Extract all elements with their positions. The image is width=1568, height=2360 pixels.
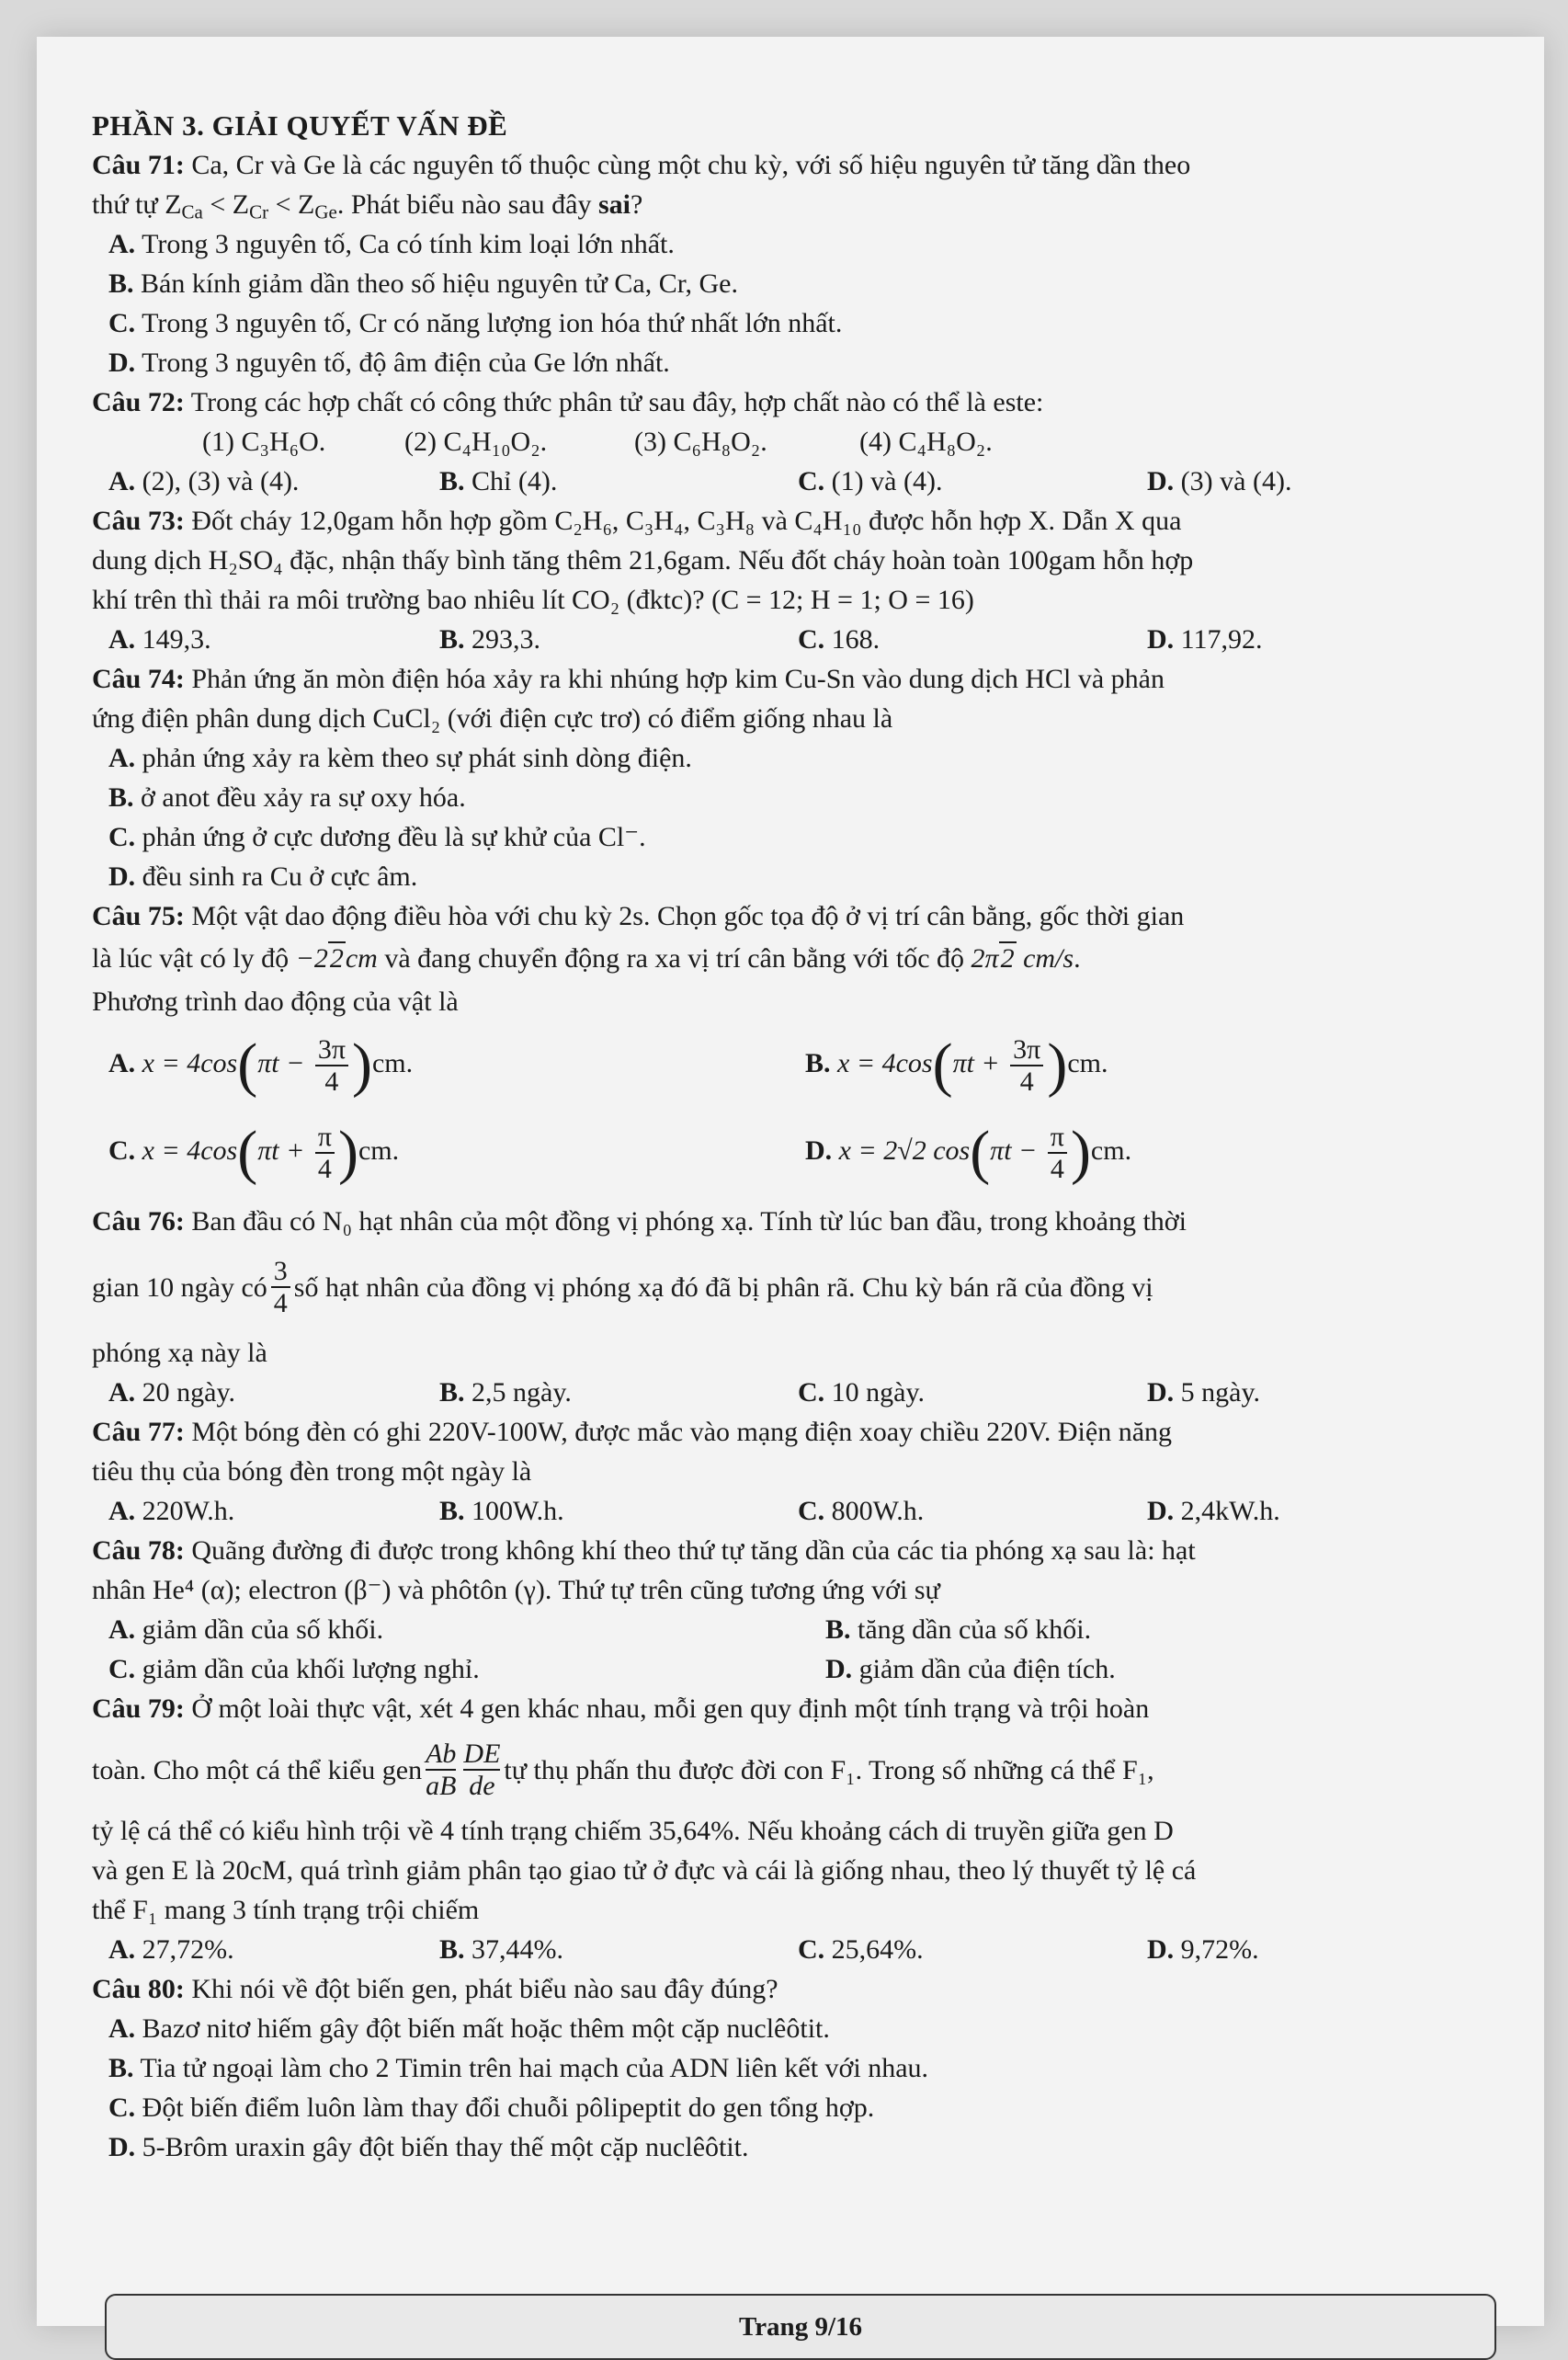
question-79-line5: thể F₁ mang 3 tính trạng trội chiếm	[92, 1895, 480, 1925]
equation-lhs: x = 4cos	[837, 1047, 933, 1078]
unit: cm.	[1067, 1047, 1108, 1078]
paren: )	[351, 1031, 372, 1099]
option-key: B.	[805, 1047, 831, 1078]
question-74	[92, 659, 1517, 699]
question-label: Câu 77:	[92, 1417, 185, 1447]
option-text: 5 ngày.	[1174, 1377, 1261, 1408]
option-a	[92, 1491, 439, 1531]
paren: )	[1070, 1118, 1091, 1186]
option-text: giảm dần của số khối.	[135, 1614, 384, 1645]
emphasis: sai	[597, 189, 631, 220]
question-77-line2: tiêu thụ của bóng đèn trong một ngày là	[92, 1456, 532, 1487]
option-b	[439, 620, 798, 659]
option-d	[1147, 462, 1291, 501]
question-73	[92, 501, 1517, 541]
equation-inner: πt +	[257, 1134, 312, 1166]
option-b	[805, 1031, 1108, 1099]
paren: (	[237, 1118, 258, 1186]
subscript: Ge	[314, 200, 337, 223]
option-key: D.	[1147, 1377, 1175, 1408]
question-72	[92, 382, 1517, 422]
question-text: Ở một loài thực vật, xét 4 gen khác nhau, mỗi gen quy định một tính trạng và trội hoàn	[184, 1693, 1150, 1724]
option-text: (2), (3) và (4).	[135, 466, 300, 496]
text: ?	[630, 189, 643, 220]
text: thứ tự Z	[92, 189, 182, 220]
option-text: Bán kính giảm dần theo số hiệu nguyên tử Ca, Cr, Ge.	[133, 268, 738, 299]
options-row	[92, 1930, 1517, 1969]
option-key: C.	[108, 308, 136, 338]
option-key: A.	[108, 1496, 136, 1526]
fraction	[271, 1256, 290, 1318]
option-text: (3) và (4).	[1174, 466, 1292, 496]
option-b	[92, 778, 1517, 817]
option-key: C.	[108, 1654, 136, 1684]
option-key: C.	[108, 822, 136, 852]
question-79-line3: tỷ lệ cá thể có kiểu hình trội về 4 tính trạng chiếm 35,64%. Nếu khoảng cách di truyền giữa gen D	[92, 1816, 1174, 1846]
option-key: C.	[108, 2092, 136, 2123]
option-text: 2,5 ngày.	[464, 1377, 572, 1408]
option-a	[92, 1610, 825, 1649]
option-d	[1147, 620, 1263, 659]
fraction-den: 4	[317, 1153, 332, 1184]
option-key: B.	[439, 1934, 465, 1965]
paren: (	[237, 1031, 258, 1099]
option-key: C.	[798, 1934, 825, 1965]
question-71-line2	[92, 185, 1517, 224]
genotype-bottom: aB	[426, 1771, 457, 1801]
question-text: Quãng đường đi được trong không khí theo thứ tự tăng dần của các tia phóng xạ sau là: hạt	[184, 1535, 1196, 1566]
option-c	[798, 620, 1147, 659]
question-text: Ban đầu có N₀ hạt nhân của một đồng vị phóng xạ. Tính từ lúc ban đầu, trong khoảng thời	[184, 1206, 1187, 1237]
option-key: A.	[108, 1934, 136, 1965]
option-text: 293,3.	[464, 624, 541, 655]
unit: cm.	[1090, 1134, 1132, 1166]
question-text: Phản ứng ăn mòn điện hóa xảy ra khi nhúng hợp kim Cu-Sn vào dung dịch HCl và phản	[184, 664, 1165, 694]
question-79-line4: và gen E là 20cM, quá trình giảm phân tạo giao tử ở đực và cái là giống nhau, theo lý thuyết tỷ lệ cá	[92, 1855, 1197, 1886]
option-text: Đột biến điểm luôn làm thay đổi chuỗi pôlipeptit do gen tổng hợp.	[135, 2092, 875, 2123]
genotype-top: Ab	[426, 1739, 457, 1769]
equation-inner: πt +	[952, 1047, 1007, 1078]
page-number: Trang 9/16	[739, 2311, 862, 2342]
option-c	[92, 1649, 825, 1689]
option-text: 25,64%.	[824, 1934, 924, 1965]
unit: cm.	[358, 1134, 400, 1166]
option-text: đều sinh ra Cu ở cực âm.	[135, 861, 418, 892]
question-75-line3: Phương trình dao động của vật là	[92, 986, 459, 1017]
option-text: Trong 3 nguyên tố, Cr có năng lượng ion hóa thứ nhất lớn nhất.	[135, 308, 843, 338]
option-a	[92, 224, 1517, 264]
fraction	[315, 1034, 348, 1097]
question-73-line2: dung dịch H₂SO₄ đặc, nhận thấy bình tăng thêm 21,6gam. Nếu đốt cháy hoàn toàn 100gam hỗn hợp	[92, 545, 1194, 576]
option-d	[1147, 1373, 1260, 1412]
option-c	[798, 1491, 1147, 1531]
options-row	[92, 620, 1517, 659]
option-key: C.	[798, 466, 825, 496]
equation-inner: πt −	[990, 1134, 1044, 1166]
option-c	[92, 817, 1517, 857]
fraction-den: 4	[273, 1288, 288, 1318]
option-key: C.	[798, 1377, 825, 1408]
question-label: Câu 80:	[92, 1974, 185, 2004]
option-b	[92, 264, 1517, 303]
options-row	[92, 1109, 1517, 1196]
option-b	[439, 1491, 798, 1531]
compound-3: (3) C₆H₈O₂.	[634, 427, 767, 457]
question-76-line2	[92, 1241, 1517, 1333]
option-text: 100W.h.	[464, 1496, 564, 1526]
fraction	[315, 1122, 335, 1184]
options-row	[92, 1021, 1517, 1109]
text: < Z	[268, 189, 315, 220]
option-text: 117,92.	[1174, 624, 1263, 655]
options-row	[92, 462, 1517, 501]
genotype-top: DE	[463, 1739, 501, 1769]
option-text: 168.	[824, 624, 881, 655]
paren: (	[970, 1118, 991, 1186]
section-title: PHẦN 3. GIẢI QUYẾT VẤN ĐỀ	[92, 109, 508, 142]
equation-lhs: x = 4cos	[142, 1134, 238, 1166]
equation-lhs: x = 4cos	[142, 1047, 238, 1078]
option-a	[92, 1930, 439, 1969]
text: toàn. Cho một cá thể kiểu gen	[92, 1754, 423, 1785]
question-75	[92, 896, 1517, 936]
fraction-num: π	[315, 1122, 335, 1154]
fraction-num: π	[1048, 1122, 1067, 1154]
option-c	[798, 1373, 1147, 1412]
fraction-num: 3	[271, 1256, 290, 1288]
option-b	[825, 1610, 1091, 1649]
question-label: Câu 72:	[92, 387, 185, 417]
genotype-fraction	[463, 1739, 500, 1801]
speed-expression: 2π2 cm/s	[971, 943, 1074, 974]
text: gian 10 ngày có	[92, 1271, 267, 1303]
option-text: (1) và (4).	[824, 466, 943, 496]
option-key: C.	[798, 1496, 825, 1526]
option-a	[92, 620, 439, 659]
question-label: Câu 71:	[92, 150, 185, 180]
displacement-expression: −22cm	[295, 943, 378, 974]
options-row	[92, 1373, 1517, 1412]
option-text: tăng dần của số khối.	[850, 1614, 1092, 1645]
option-key: B.	[108, 782, 134, 813]
fraction	[1010, 1034, 1043, 1097]
options-row	[92, 1491, 1517, 1531]
option-text: 220W.h.	[135, 1496, 235, 1526]
text: . Phát biểu nào sau đây	[336, 189, 598, 220]
option-key: D.	[825, 1654, 853, 1684]
option-key: D.	[1147, 1496, 1175, 1526]
question-label: Câu 78:	[92, 1535, 185, 1566]
question-71	[92, 145, 1517, 185]
option-key: D.	[108, 2132, 136, 2162]
text: và đang chuyển động ra xa vị trí cân bằng với tốc độ	[377, 943, 971, 974]
options-row	[92, 1610, 1517, 1649]
question-text: Trong các hợp chất có công thức phân tử sau đây, hợp chất nào có thể là este:	[184, 387, 1044, 417]
question-label: Câu 74:	[92, 664, 185, 694]
compound-2: (2) C₄H₁₀O₂.	[404, 427, 548, 457]
question-78-line2: nhân He⁴ (α); electron (β⁻) và phôtôn (γ). Thứ tự trên cũng tương ứng với sự	[92, 1575, 940, 1605]
option-text: Trong 3 nguyên tố, độ âm điện của Ge lớn nhất.	[135, 348, 670, 378]
option-key: B.	[439, 1496, 465, 1526]
subscript: Ca	[181, 200, 203, 223]
question-80	[92, 1969, 1517, 2009]
option-c	[798, 462, 1147, 501]
option-b	[439, 1373, 798, 1412]
fraction-num: 3π	[1010, 1034, 1043, 1066]
question-text: Một bóng đèn có ghi 220V-100W, được mắc vào mạng điện xoay chiều 220V. Điện năng	[184, 1417, 1173, 1447]
option-key: D.	[108, 861, 136, 892]
unit: cm.	[371, 1047, 414, 1078]
option-text: Chỉ (4).	[464, 466, 558, 496]
fraction	[1048, 1122, 1067, 1184]
fraction-den: 4	[324, 1066, 339, 1097]
text: số hạt nhân của đồng vị phóng xạ đó đã bị phân rã. Chu kỳ bán rã của đồng vị	[293, 1271, 1153, 1303]
option-d	[805, 1118, 1132, 1186]
option-key: B.	[439, 624, 465, 655]
fraction-den: 4	[1019, 1066, 1034, 1097]
option-text: 9,72%.	[1174, 1934, 1259, 1965]
option-text: 149,3.	[135, 624, 211, 655]
option-text: Trong 3 nguyên tố, Ca có tính kim loại lớn nhất.	[135, 229, 675, 259]
genotype-fraction	[426, 1739, 456, 1801]
options-row	[92, 1649, 1517, 1689]
option-key: B.	[439, 1377, 465, 1408]
option-a	[92, 462, 439, 501]
option-key: C.	[798, 624, 825, 655]
option-d	[92, 857, 1517, 896]
option-key: A.	[108, 1377, 136, 1408]
question-78	[92, 1531, 1517, 1570]
question-74-line2: ứng điện phân dung dịch CuCl₂ (với điện cực trơ) có điểm giống nhau là	[92, 703, 893, 734]
page-footer	[105, 2294, 1496, 2360]
option-text: 27,72%.	[135, 1934, 234, 1965]
option-a	[92, 2009, 1517, 2048]
option-d	[92, 343, 1517, 382]
option-key: A.	[108, 2013, 136, 2044]
option-text: giảm dần của điện tích.	[852, 1654, 1116, 1684]
option-text: 800W.h.	[824, 1496, 925, 1526]
option-key: B.	[439, 466, 465, 496]
option-a	[92, 738, 1517, 778]
question-label: Câu 76:	[92, 1206, 185, 1237]
question-75-line2: là lúc vật có ly độ −22cm và đang chuyển động ra xa vị trí cân bằng với tốc độ 2π2 cm/s.	[92, 943, 1081, 974]
question-76-line3: phóng xạ này là	[92, 1338, 267, 1368]
question-77	[92, 1412, 1517, 1452]
question-76	[92, 1202, 1517, 1241]
option-key: A.	[108, 624, 136, 655]
page-content	[92, 106, 1517, 2167]
equation-lhs: x = 2√2 cos	[838, 1134, 971, 1166]
option-key: D.	[1147, 1934, 1175, 1965]
option-c	[798, 1930, 1147, 1969]
question-79-line2	[92, 1728, 1517, 1811]
option-c	[92, 303, 1517, 343]
option-text: phản ứng ở cực dương đều là sự khử của Cl⁻.	[135, 822, 646, 852]
compound-1: (1) C₃H₆O.	[202, 427, 326, 457]
option-text: Bazơ nitơ hiếm gây đột biến mất hoặc thêm một cặp nuclêôtit.	[135, 2013, 830, 2044]
option-d	[1147, 1491, 1280, 1531]
question-text: Ca, Cr và Ge là các nguyên tố thuộc cùng một chu kỳ, với số hiệu nguyên tử tăng dần theo	[191, 150, 1191, 180]
option-c	[92, 2088, 1517, 2127]
question-label: Câu 79:	[92, 1693, 185, 1724]
option-key: B.	[108, 2053, 134, 2083]
option-d	[825, 1649, 1116, 1689]
fraction-num: 3π	[315, 1034, 348, 1066]
question-text: Một vật dao động điều hòa với chu kỳ 2s. Chọn gốc tọa độ ở vị trí cân bằng, gốc thời gian	[184, 901, 1185, 931]
question-label: Câu 75:	[92, 901, 185, 931]
paren: )	[1047, 1031, 1068, 1099]
option-text: 37,44%.	[464, 1934, 564, 1965]
option-a	[92, 1373, 439, 1412]
paren: (	[932, 1031, 953, 1099]
option-b	[439, 462, 798, 501]
option-text: phản ứng xảy ra kèm theo sự phát sinh dòng điện.	[135, 743, 692, 773]
option-key: D.	[1147, 466, 1175, 496]
option-key: B.	[825, 1614, 851, 1645]
option-text: giảm dần của khối lượng nghỉ.	[135, 1654, 480, 1684]
genotype-bottom: de	[469, 1771, 495, 1801]
equation-inner: πt −	[257, 1047, 312, 1078]
fraction-den: 4	[1050, 1153, 1064, 1184]
option-b	[439, 1930, 798, 1969]
option-d	[92, 2127, 1517, 2167]
option-text: 5-Brôm uraxin gây đột biến thay thế một cặp nuclêôtit.	[135, 2132, 749, 2162]
option-b	[92, 2048, 1517, 2088]
question-label: Câu 73:	[92, 506, 185, 536]
question-text: Đốt cháy 12,0gam hỗn hợp gồm C₂H₆, C₃H₄, C₃H₈ và C₄H₁₀ được hỗn hợp X. Dẫn X qua	[184, 506, 1182, 536]
option-c	[92, 1118, 805, 1186]
option-text: 20 ngày.	[135, 1377, 236, 1408]
paren: )	[337, 1118, 358, 1186]
option-key: A.	[108, 1047, 136, 1078]
option-key: D.	[805, 1134, 833, 1166]
question-73-line3: khí trên thì thải ra môi trường bao nhiêu lít CO₂ (đktc)? (C = 12; H = 1; O = 16)	[92, 585, 974, 615]
option-text: ở anot đều xảy ra sự oxy hóa.	[133, 782, 466, 813]
option-key: B.	[108, 268, 134, 299]
option-key: A.	[108, 743, 136, 773]
question-79	[92, 1689, 1517, 1728]
subscript: Cr	[249, 200, 269, 223]
option-a	[92, 1031, 805, 1099]
compound-4: (4) C₄H₈O₂.	[859, 427, 993, 457]
option-key: D.	[1147, 624, 1175, 655]
option-d	[1147, 1930, 1259, 1969]
option-key: A.	[108, 466, 136, 496]
question-text: Khi nói về đột biến gen, phát biểu nào sau đây đúng?	[184, 1974, 778, 2004]
text: < Z	[202, 189, 250, 220]
option-text: Tia tử ngoại làm cho 2 Timin trên hai mạch của ADN liên kết với nhau.	[133, 2053, 929, 2083]
compound-list	[92, 422, 1517, 462]
option-text: 2,4kW.h.	[1174, 1496, 1280, 1526]
option-key: A.	[108, 1614, 136, 1645]
text: tự thụ phấn thu được đời con F₁. Trong số những cá thể F₁,	[504, 1754, 1154, 1785]
option-key: C.	[108, 1134, 136, 1166]
exam-page	[37, 37, 1544, 2342]
option-text: 10 ngày.	[824, 1377, 926, 1408]
option-key: D.	[108, 348, 136, 378]
option-key: A.	[108, 229, 136, 259]
text: là lúc vật có ly độ	[92, 943, 296, 974]
